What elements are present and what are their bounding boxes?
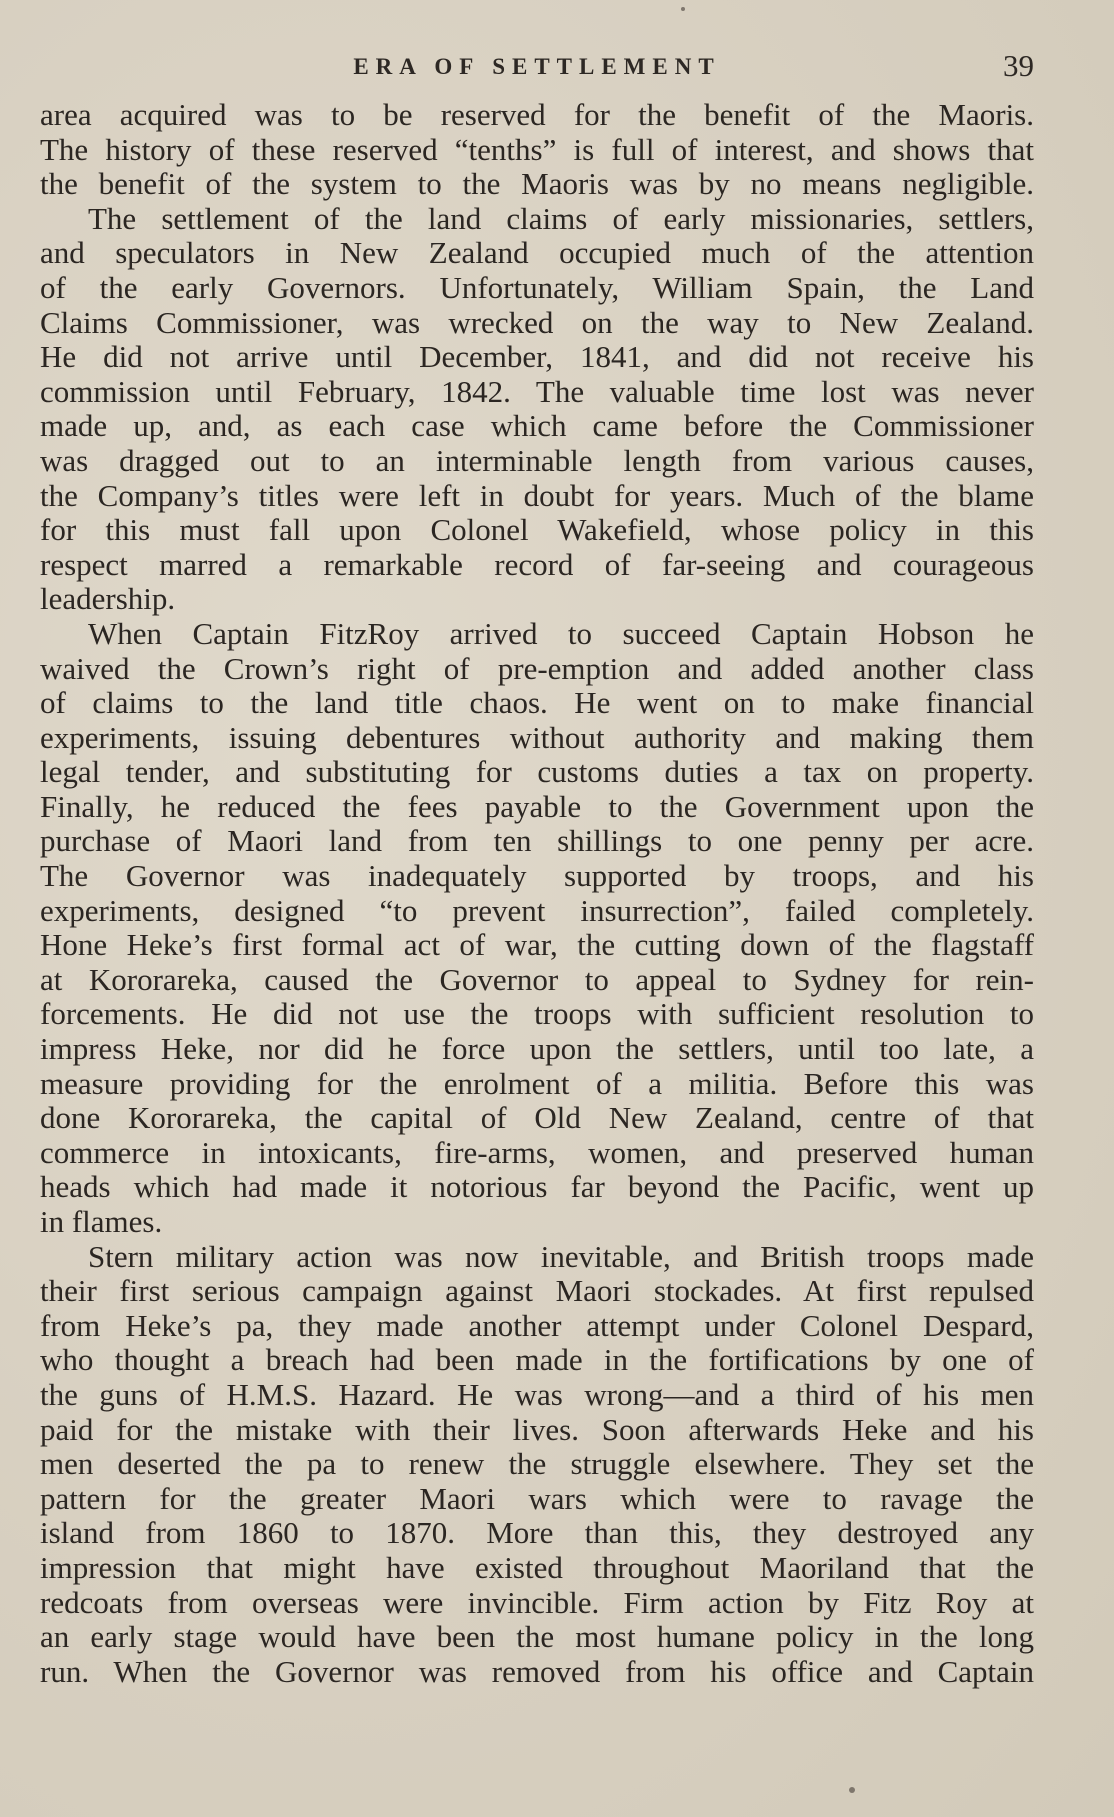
- text-line: Claims Commissioner, was wrecked on the way to New Zealand.: [40, 304, 1034, 340]
- text-line: and speculators in New Zealand occupied much of the attention: [40, 235, 1034, 271]
- paragraph-start-line: When Captain FitzRoy arrived to succeed Captain Hobson he: [88, 615, 1034, 651]
- text-line: He did not arrive until December, 1841, and did not receive his: [40, 339, 1034, 375]
- text-line: done Kororareka, the capital of Old New Zealand, centre of that: [40, 1100, 1034, 1136]
- running-title: ERA OF SETTLEMENT: [353, 54, 721, 79]
- text-line: heads which had made it notorious far beyond the Pacific, went up: [40, 1169, 1034, 1205]
- text-line: experiments, designed “to prevent insurrection”, failed completely.: [40, 892, 1034, 928]
- text-line: paid for the mistake with their lives. Soon afterwards Heke and his: [40, 1411, 1034, 1447]
- text-line: of the early Governors. Unfortunately, William Spain, the Land: [40, 269, 1034, 305]
- paragraph-end-line: leadership.: [40, 581, 176, 617]
- page-number: 39: [1003, 48, 1034, 83]
- text-line: the Company’s titles were left in doubt for years. Much of the blame: [40, 477, 1034, 513]
- text-line: impress Heke, nor did he force upon the settlers, until too late, a: [40, 1031, 1034, 1067]
- text-line: impression that might have existed throughout Maoriland that the: [40, 1549, 1034, 1585]
- text-line: legal tender, and substituting for customs duties a tax on property.: [40, 754, 1034, 790]
- text-line: commission until February, 1842. The valuable time lost was never: [40, 373, 1034, 409]
- paragraph-start-line: The settlement of the land claims of early missionaries, settlers,: [88, 200, 1034, 236]
- text-line: at Kororareka, caused the Governor to appeal to Sydney for rein-: [40, 961, 1034, 997]
- text-line: The Governor was inadequately supported by troops, and his: [40, 858, 1034, 894]
- text-line: for this must fall upon Colonel Wakefield, whose policy in this: [40, 512, 1034, 548]
- text-line: island from 1860 to 1870. More than this, they destroyed any: [40, 1515, 1034, 1551]
- text-line: of claims to the land title chaos. He went on to make financial: [40, 685, 1034, 721]
- body-text: [40, 98, 1034, 1689]
- running-head: [40, 48, 1034, 88]
- text-line: men deserted the pa to renew the struggle elsewhere. They set the: [40, 1446, 1034, 1482]
- text-line: from Heke’s pa, they made another attempt under Colonel Despard,: [40, 1307, 1034, 1343]
- text-line: respect marred a remarkable record of far-seeing and courageous: [40, 546, 1034, 582]
- paper-speck: [849, 1787, 855, 1793]
- text-line: an early stage would have been the most humane policy in the long: [40, 1619, 1034, 1655]
- text-line: run. When the Governor was removed from his office and Captain: [40, 1653, 1034, 1689]
- text-line: pattern for the greater Maori wars which were to ravage the: [40, 1480, 1034, 1516]
- text-line: their first serious campaign against Maori stockades. At first repulsed: [40, 1273, 1034, 1309]
- text-line: Hone Heke’s first formal act of war, the cutting down of the flagstaff: [40, 927, 1034, 963]
- text-line: forcements. He did not use the troops with sufficient resolution to: [40, 996, 1034, 1032]
- text-line: who thought a breach had been made in the fortifications by one of: [40, 1342, 1034, 1378]
- text-line: made up, and, as each case which came before the Commissioner: [40, 408, 1034, 444]
- text-line: measure providing for the enrolment of a militia. Before this was: [40, 1065, 1034, 1101]
- text-line: area acquired was to be reserved for the benefit of the Maoris.: [40, 97, 1034, 132]
- text-line: the guns of H.M.S. Hazard. He was wrong—and a third of his men: [40, 1376, 1034, 1412]
- text-line: experiments, issuing debentures without authority and making them: [40, 719, 1034, 755]
- text-line: redcoats from overseas were invincible. Firm action by Fitz Roy at: [40, 1584, 1034, 1620]
- text-line: Finally, he reduced the fees payable to the Government upon the: [40, 788, 1034, 824]
- text-line: was dragged out to an interminable length from various causes,: [40, 442, 1034, 478]
- text-line: waived the Crown’s right of pre-emption and added another class: [40, 650, 1034, 686]
- paragraph-end-line: in flames.: [40, 1204, 163, 1239]
- paper-speck: [681, 7, 685, 11]
- paragraph-start-line: Stern military action was now inevitable, and British troops made: [88, 1238, 1034, 1274]
- text-line: the benefit of the system to the Maoris was by no means negligible.: [40, 166, 1034, 202]
- text-line: purchase of Maori land from ten shillings to one penny per acre.: [40, 823, 1034, 859]
- text-line: commerce in intoxicants, fire-arms, women, and preserved human: [40, 1134, 1034, 1170]
- text-line: The history of these reserved “tenths” is full of interest, and shows that: [40, 131, 1034, 167]
